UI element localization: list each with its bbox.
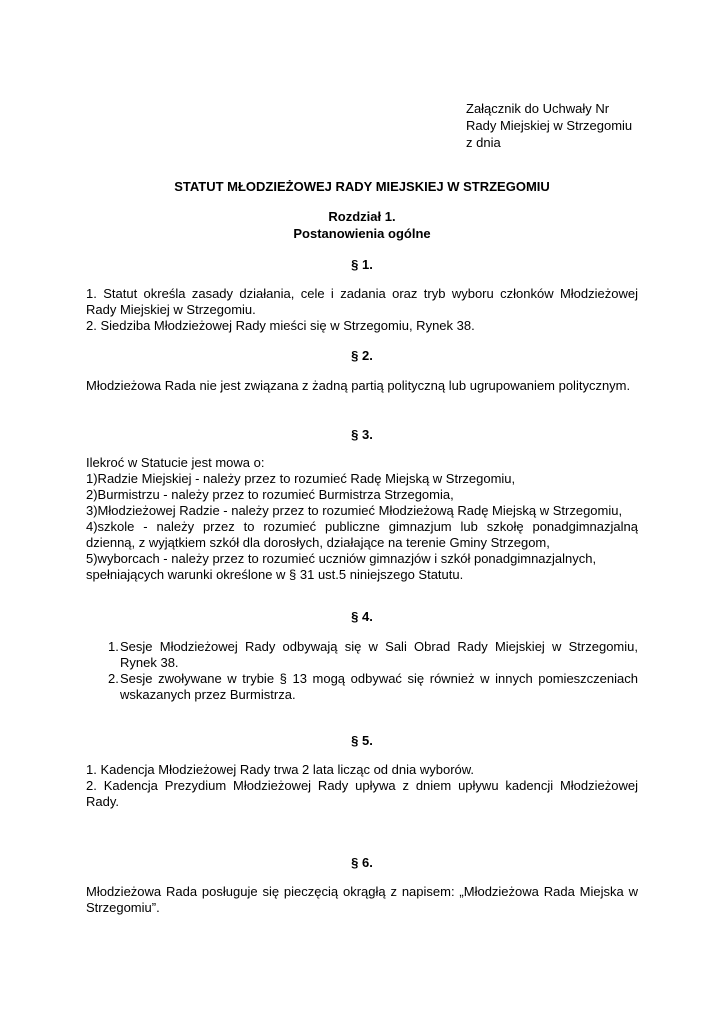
chapter-number: Rozdział 1. xyxy=(328,209,396,224)
section-2-heading: § 2. xyxy=(351,348,373,363)
list-item-number: 1. xyxy=(108,639,119,654)
section-3-intro: Ilekroć w Statucie jest mowa o: xyxy=(86,455,265,470)
section-4-list xyxy=(86,639,638,703)
section-3-item-2: 2)Burmistrzu - należy przez to rozumieć Burmistrza Strzegomia, xyxy=(86,487,454,502)
list-item-text: Sesje Młodzieżowej Rady odbywają się w Sali Obrad Rady Miejskiej w Strzegomiu, Rynek 38. xyxy=(120,639,638,670)
section-6-heading: § 6. xyxy=(351,855,373,870)
section-2-body xyxy=(86,378,638,394)
list-item xyxy=(86,671,638,703)
section-1-paragraph-2: 2. Siedziba Młodzieżowej Rady mieści się w Strzegomiu, Rynek 38. xyxy=(86,318,475,333)
section-3-item-1: 1)Radzie Miejskiej - należy przez to rozumieć Radę Miejską w Strzegomiu, xyxy=(86,471,516,486)
list-item xyxy=(86,639,638,671)
section-1-heading: § 1. xyxy=(351,257,373,272)
section-2-paragraph-1: Młodzieżowa Rada nie jest związana z żadną partią polityczną lub ugrupowaniem politycznym. xyxy=(86,378,631,393)
section-5-body xyxy=(86,762,638,810)
section-1-body xyxy=(86,286,638,334)
list-item-text: Sesje zwoływane w trybie § 13 mogą odbywać się również w innych pomieszczeniach wskazanych przez Burmistrza. xyxy=(120,671,638,702)
attachment-line-3: z dnia xyxy=(466,135,501,150)
chapter-heading xyxy=(0,208,724,242)
section-3-item-3: 3)Młodzieżowej Radzie - należy przez to rozumieć Młodzieżową Radę Miejską w Strzegomiu, xyxy=(86,503,623,518)
attachment-line-2: Rady Miejskiej w Strzegomiu xyxy=(466,118,633,133)
section-5-heading: § 5. xyxy=(351,733,373,748)
attachment-line-1: Załącznik do Uchwały Nr xyxy=(466,101,610,116)
section-4-heading: § 4. xyxy=(351,609,373,624)
section-6-paragraph-1: Młodzieżowa Rada posługuje się pieczęcią okrągłą z napisem: „Młodzieżowa Rada Miejska w Strzegomiu”. xyxy=(86,884,638,915)
attachment-note xyxy=(466,100,632,151)
list-item-number: 2. xyxy=(108,671,119,686)
document-title: STATUT MŁODZIEŻOWEJ RADY MIEJSKIEJ W STRZEGOMIU xyxy=(174,179,550,194)
chapter-name: Postanowienia ogólne xyxy=(293,226,431,241)
section-3-item-5: 5)wyborcach - należy przez to rozumieć uczniów gimnazjów i szkół ponadgimnazjalnych, xyxy=(86,551,597,566)
section-5-paragraph-2: 2. Kadencja Prezydium Młodzieżowej Rady upływa z dniem upływu kadencji Młodzieżowej Rady. xyxy=(86,778,638,809)
section-5-paragraph-1: 1. Kadencja Młodzieżowej Rady trwa 2 lata licząc od dnia wyborów. xyxy=(86,762,475,777)
section-6-body xyxy=(86,884,638,916)
section-3-heading: § 3. xyxy=(351,427,373,442)
section-3-item-5-cont: spełniających warunki określone w § 31 ust.5 niniejszego Statutu. xyxy=(86,567,464,582)
section-3-item-4: 4)szkole - należy przez to rozumieć publiczne gimnazjum lub szkołę ponadgimnazjalną dzienną, z wyjątkiem szkół dla dorosłych, działające na terenie Gminy Strzegom, xyxy=(86,519,638,550)
section-3-body xyxy=(86,455,638,583)
section-1-paragraph-1: 1. Statut określa zasady działania, cele i zadania oraz tryb wyboru członków Młodzieżowej Rady Miejskiej w Strzegomiu. xyxy=(86,286,638,317)
